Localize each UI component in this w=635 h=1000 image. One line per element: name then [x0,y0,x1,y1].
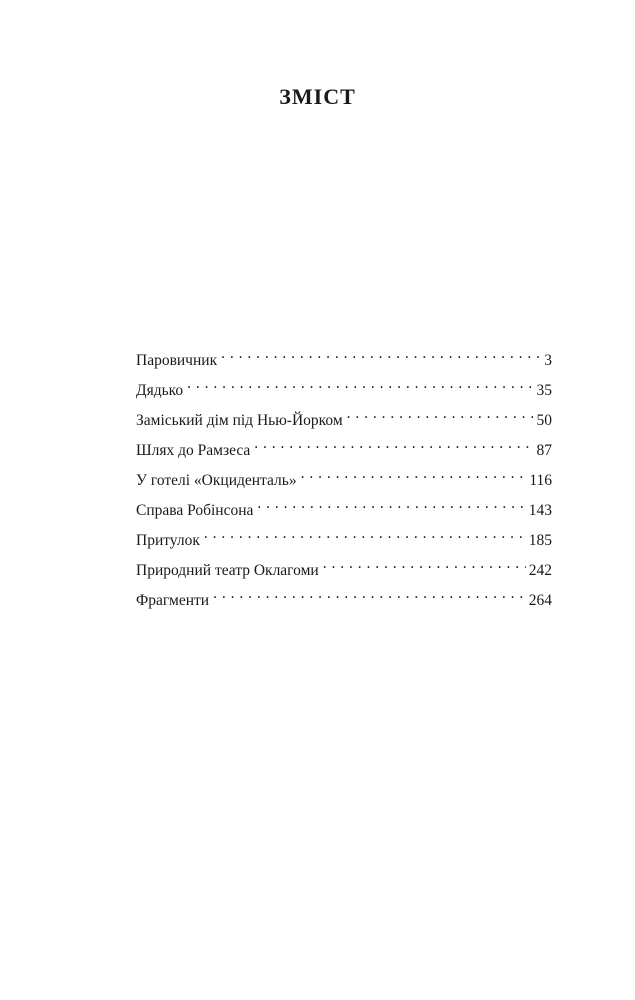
toc-entry-page: 35 [536,382,552,399]
toc-entry[interactable] [136,583,552,613]
toc-entry[interactable] [136,553,552,583]
toc-entry-page: 87 [536,442,552,459]
dot-leader [221,343,541,365]
dot-leader [213,583,526,605]
toc-entry-title: Притулок [136,532,200,549]
toc-entry-title: У готелі «Окциденталь» [136,472,297,489]
toc-entry[interactable] [136,403,552,433]
dot-leader [323,553,526,575]
dot-leader [347,403,534,425]
toc-entry-title: Шлях до Рамзеса [136,442,251,459]
toc-entry-page: 116 [529,472,552,489]
dot-leader [187,373,533,395]
dot-leader [254,433,533,455]
dot-leader [257,493,525,515]
toc-entry[interactable] [136,523,552,553]
toc-entry-title: Паровичник [136,352,218,369]
toc-entry-title: Справа Робінсона [136,502,254,519]
toc-entry-page: 3 [544,352,552,369]
toc-entry-title: Дядько [136,382,184,399]
dot-leader [301,463,527,485]
toc-entry[interactable] [136,463,552,493]
toc-entry-page: 50 [536,412,552,429]
page-title: ЗМІСТ [279,84,356,109]
table-of-contents [136,343,552,613]
toc-entry-page: 242 [528,562,552,579]
toc-entry-page: 185 [528,532,552,549]
toc-entry-page: 264 [528,592,552,609]
toc-entry[interactable] [136,343,552,373]
toc-entry-title: Фрагменти [136,592,210,609]
dot-leader [204,523,526,545]
toc-entry[interactable] [136,433,552,463]
toc-entry[interactable] [136,493,552,523]
toc-entry-title: Природний театр Оклагоми [136,562,319,579]
toc-entry-page: 143 [528,502,552,519]
toc-entry-title: Заміський дім під Нью-Йорком [136,412,343,429]
toc-entry[interactable] [136,373,552,403]
